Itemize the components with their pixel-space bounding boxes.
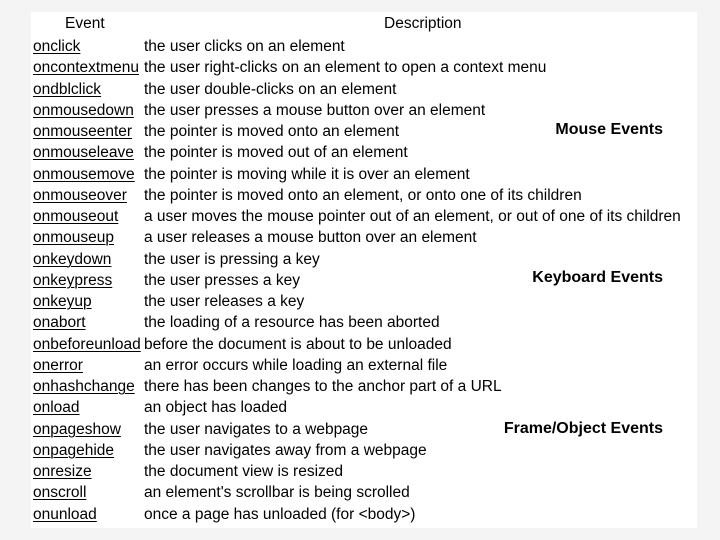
event-name-link[interactable]: onclick — [33, 38, 81, 55]
table-row — [31, 57, 697, 78]
group-label-mouse: Mouse Events — [555, 121, 663, 138]
event-name-link[interactable]: onkeyup — [33, 293, 92, 310]
table-row — [31, 355, 697, 376]
event-description: the pointer is moving while it is over an element — [144, 165, 470, 183]
table-row — [31, 461, 697, 482]
table-row — [31, 334, 697, 355]
table-row — [31, 482, 697, 503]
event-name-link[interactable]: onmousemove — [33, 165, 135, 183]
event-description: a user releases a mouse button over an element — [144, 229, 477, 247]
event-description: the user navigates away from a webpage — [144, 441, 427, 459]
event-name-link[interactable]: onmouseover — [33, 186, 127, 204]
event-name-link[interactable]: onscroll — [33, 484, 87, 502]
event-description: once a page has unloaded (for <body>) — [144, 505, 416, 523]
table-row — [31, 185, 697, 206]
table-row — [31, 312, 697, 333]
event-name-link[interactable]: onpageshow — [33, 420, 121, 438]
event-description: the loading of a resource has been aborted — [144, 314, 440, 332]
group-label-frame: Frame/Object Events — [503, 420, 663, 437]
event-name-link[interactable]: onmouseout — [33, 208, 119, 225]
event-name-link[interactable]: onabort — [33, 314, 86, 332]
table-row — [31, 36, 697, 57]
event-description: the pointer is moved onto an element, or onto one of its children — [144, 186, 582, 204]
event-description: the user releases a key — [144, 293, 305, 310]
table-row — [31, 504, 697, 525]
event-description: there has been changes to the anchor part of a URL — [144, 378, 502, 395]
event-name-link[interactable]: onresize — [33, 463, 92, 480]
event-description: the user presses a key — [144, 271, 300, 289]
table-row — [31, 397, 697, 418]
event-description: the pointer is moved out of an element — [144, 144, 408, 162]
event-name-link[interactable]: ondblclick — [33, 80, 102, 98]
table-row — [31, 164, 697, 185]
event-name-link[interactable]: onpagehide — [33, 441, 115, 459]
group-label-keyboard: Keyboard Events — [532, 269, 663, 286]
event-name-link[interactable]: onerror — [33, 356, 83, 374]
event-description: an error occurs while loading an external file — [144, 356, 448, 374]
event-name-link[interactable]: onbeforeunload — [33, 335, 141, 353]
event-description: a user moves the mouse pointer out of an element, or out of one of its children — [144, 208, 681, 225]
event-description: the document view is resized — [144, 463, 344, 480]
table-row — [31, 206, 697, 227]
event-description: an object has loaded — [144, 399, 288, 417]
event-name-link[interactable]: oncontextmenu — [33, 59, 139, 77]
event-name-link[interactable]: onhashchange — [33, 378, 135, 395]
event-name-link[interactable]: onload — [33, 399, 80, 417]
event-description: the pointer is moved onto an element — [144, 123, 400, 140]
event-name-link[interactable]: onkeypress — [33, 271, 113, 289]
event-name-link[interactable]: onunload — [33, 505, 97, 523]
table-row — [31, 291, 697, 312]
event-column-header: Event — [65, 15, 105, 32]
event-name-link[interactable]: onkeydown — [33, 250, 112, 268]
table-row — [31, 100, 697, 121]
table-row — [31, 227, 697, 248]
event-description: before the document is about to be unloaded — [144, 335, 452, 353]
event-description: the user right-clicks on an element to open a context menu — [144, 59, 547, 77]
table-row — [31, 249, 697, 270]
table-row — [31, 440, 697, 461]
event-description: the user presses a mouse button over an element — [144, 101, 486, 119]
events-table — [31, 12, 697, 528]
event-description: the user double-clicks on an element — [144, 80, 397, 98]
event-name-link[interactable]: onmouseup — [33, 229, 115, 247]
event-name-link[interactable]: onmouseleave — [33, 144, 134, 162]
event-description: an element's scrollbar is being scrolled — [144, 484, 410, 502]
event-description: the user navigates to a webpage — [144, 420, 369, 438]
table-row — [31, 376, 697, 397]
event-description: the user clicks on an element — [144, 38, 345, 55]
description-column-header: Description — [384, 15, 462, 32]
event-name-link[interactable]: onmouseenter — [33, 123, 133, 140]
event-description: the user is pressing a key — [144, 250, 320, 268]
table-row — [31, 142, 697, 163]
table-row — [31, 79, 697, 100]
event-name-link[interactable]: onmousedown — [33, 101, 134, 119]
